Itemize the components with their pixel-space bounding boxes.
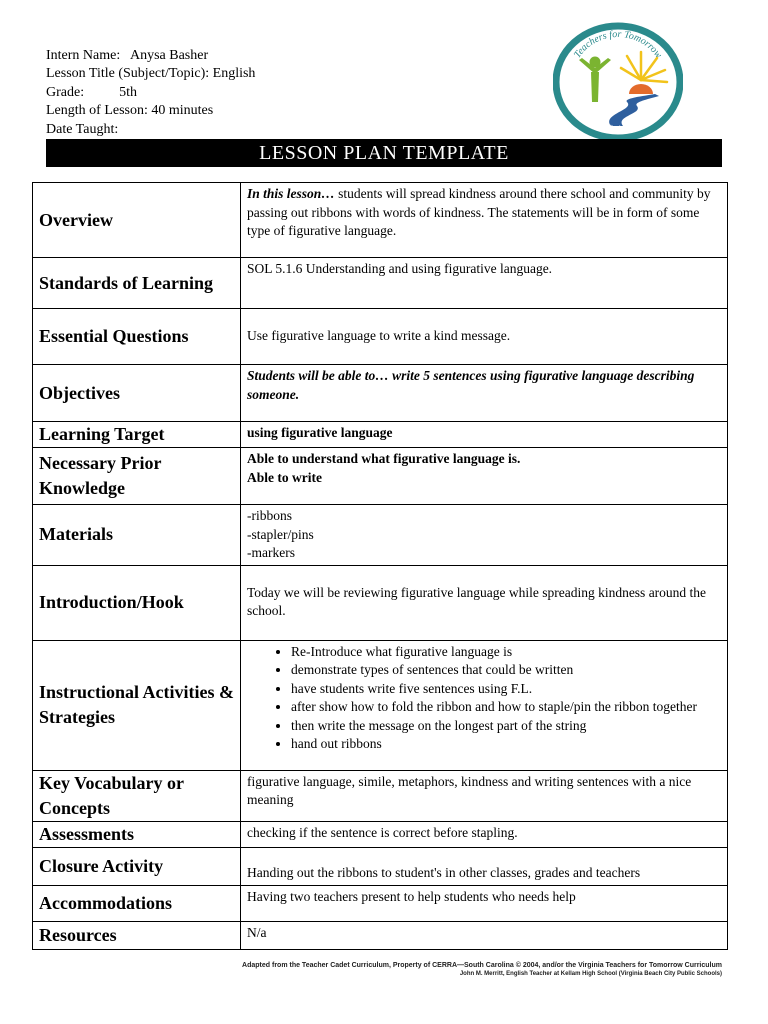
essential-questions-label: Essential Questions xyxy=(33,309,241,365)
prior-knowledge-line-2: Able to write xyxy=(247,469,322,485)
teachers-for-tomorrow-logo xyxy=(553,22,683,140)
materials-content xyxy=(241,505,728,566)
list-item: • hand out ribbons xyxy=(291,735,721,754)
materials-item: -stapler/pins xyxy=(247,526,314,542)
row-overview xyxy=(33,183,728,258)
key-vocabulary-label: Key Vocabulary or Concepts xyxy=(33,770,241,821)
closure-activity-content: Handing out the ribbons to student's in other classes, grades and teachers xyxy=(241,847,728,885)
row-resources xyxy=(33,921,728,949)
materials-item: -markers xyxy=(247,545,295,560)
logo-arc-text: Teachers for Tomorrow xyxy=(571,28,664,61)
sun-rays-icon xyxy=(621,52,667,82)
footer-line-1: Adapted from the Teacher Cadet Curriculum, Property of CERRA—South Carolina © 2004, and/or the Virginia Teachers for Tomorrow Curriculum xyxy=(242,962,722,969)
introduction-hook-content: Today we will be reviewing figurative language while spreading kindness around the school. xyxy=(241,565,728,640)
introduction-hook-label: Introduction/Hook xyxy=(33,565,241,640)
lesson-header xyxy=(46,47,255,139)
overview-lead: In this lesson… xyxy=(247,186,335,201)
intern-name-label: Intern Name: xyxy=(46,48,121,63)
standards-label: Standards of Learning xyxy=(33,258,241,309)
prior-knowledge-label: Necessary Prior Knowledge xyxy=(33,448,241,505)
row-assessments xyxy=(33,821,728,847)
list-item: • then write the message on the longest part of the string xyxy=(291,717,721,736)
overview-label: Overview xyxy=(33,183,241,258)
resources-label: Resources xyxy=(33,921,241,949)
intern-name-row xyxy=(46,47,255,65)
length-value: 40 minutes xyxy=(151,103,214,119)
person-icon xyxy=(579,57,611,103)
prior-knowledge-line-1: Able to understand what figurative language is. xyxy=(247,451,521,466)
objectives-label: Objectives xyxy=(33,365,241,422)
date-label: Date Taught: xyxy=(46,121,119,137)
row-materials xyxy=(33,505,728,566)
list-item: • Re-Introduce what figurative language is xyxy=(291,643,721,662)
essential-questions-content: Use figurative language to write a kind message. xyxy=(241,309,728,365)
grade-row xyxy=(46,84,255,102)
logo-bottom-text: Virginia xyxy=(604,121,632,133)
list-item: • after show how to fold the ribbon and how to staple/pin the ribbon together xyxy=(291,698,721,717)
learning-target-label: Learning Target xyxy=(33,422,241,448)
resources-content: N/a xyxy=(241,921,728,949)
lesson-title-row xyxy=(46,65,255,83)
row-accommodations xyxy=(33,885,728,921)
overview-text: students will spread kindness around there school and community by passing out ribbons with words of kindness. The statements will be in form of some type of figurative language. xyxy=(247,186,711,238)
grade-value: 5th xyxy=(119,84,137,100)
activities-list xyxy=(247,643,721,754)
row-key-vocabulary xyxy=(33,770,728,821)
materials-item: -ribbons xyxy=(247,508,292,523)
assessments-content: checking if the sentence is correct before stapling. xyxy=(241,821,728,847)
key-vocabulary-content: figurative language, simile, metaphors, kindness and writing sentences with a nice meaning xyxy=(241,770,728,821)
grade-label: Grade: xyxy=(46,84,85,100)
closure-activity-label: Closure Activity xyxy=(33,847,241,885)
instructional-activities-content xyxy=(241,640,728,770)
river-icon xyxy=(609,94,659,126)
assessments-label: Assessments xyxy=(33,821,241,847)
intern-name-value: Anysa Basher xyxy=(129,48,209,63)
page-title: LESSON PLAN TEMPLATE xyxy=(46,139,722,167)
row-introduction-hook xyxy=(33,565,728,640)
row-objectives xyxy=(33,365,728,422)
length-row xyxy=(46,102,255,120)
sunrise-icon xyxy=(629,84,653,94)
accommodations-label: Accommodations xyxy=(33,885,241,921)
row-instructional-activities xyxy=(33,640,728,770)
instructional-activities-label: Instructional Activities & Strategies xyxy=(33,640,241,770)
learning-target-content: using figurative language xyxy=(241,422,728,448)
list-item: • have students write five sentences using F.L. xyxy=(291,680,721,699)
footer-credits xyxy=(242,961,722,979)
list-item: • demonstrate types of sentences that could be written xyxy=(291,661,721,680)
accommodations-content: Having two teachers present to help students who needs help xyxy=(241,885,728,921)
lesson-title-value: English xyxy=(212,66,256,82)
row-closure-activity xyxy=(33,847,728,885)
footer-line-2: John M. Merritt, English Teacher at Kellam High School (Virginia Beach City Public Schools) xyxy=(459,971,722,977)
date-row xyxy=(46,121,255,139)
row-essential-questions xyxy=(33,309,728,365)
overview-content xyxy=(241,183,728,258)
materials-label: Materials xyxy=(33,505,241,566)
lesson-plan-table xyxy=(32,182,728,950)
length-label: Length of Lesson: xyxy=(46,103,148,119)
row-standards xyxy=(33,258,728,309)
row-learning-target xyxy=(33,422,728,448)
objectives-content: Students will be able to… write 5 sentences using figurative language describing someone. xyxy=(241,365,728,422)
row-prior-knowledge xyxy=(33,448,728,505)
standards-content: SOL 5.1.6 Understanding and using figurative language. xyxy=(241,258,728,309)
lesson-title-label: Lesson Title (Subject/Topic): xyxy=(46,66,210,82)
prior-knowledge-content xyxy=(241,448,728,505)
